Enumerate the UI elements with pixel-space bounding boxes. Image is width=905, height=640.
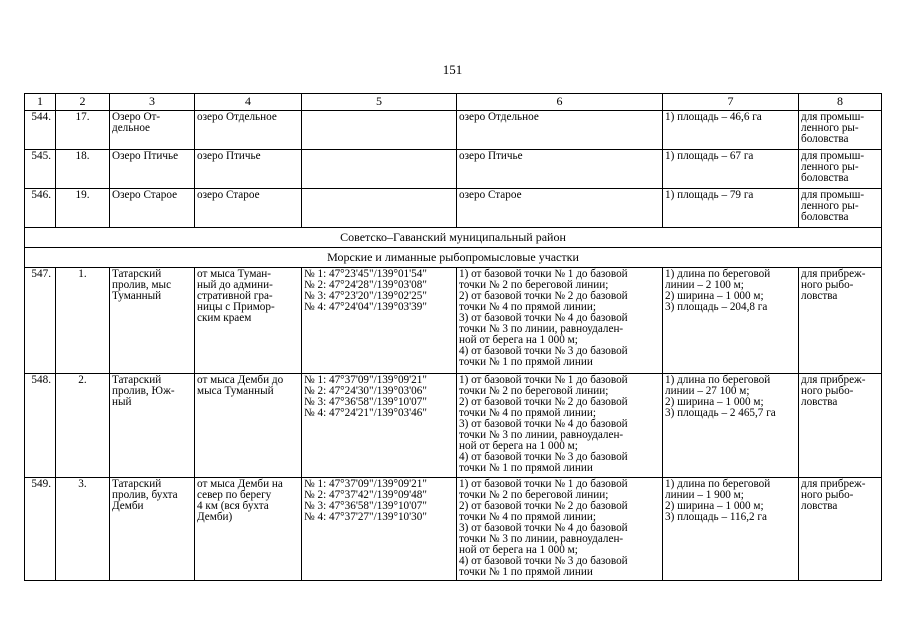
area-name: Озеро Птичье: [110, 150, 195, 189]
row-ordinal: 3.: [56, 478, 110, 581]
area-parameters: 1) площадь – 79 га: [663, 189, 799, 228]
table-row: [25, 374, 882, 478]
row-number: 544.: [25, 111, 56, 150]
area-border: озеро Птичье: [195, 150, 302, 189]
row-number: 545.: [25, 150, 56, 189]
row-ordinal: 19.: [56, 189, 110, 228]
column-header: 3: [110, 94, 195, 111]
area-name: Озеро От- дельное: [110, 111, 195, 150]
column-numbers-row: [25, 94, 882, 111]
column-header: 4: [195, 94, 302, 111]
subsection-title: Морские и лиманные рыбопромысловые участки: [25, 248, 882, 268]
row-number: 547.: [25, 268, 56, 374]
area-purpose: для прибреж- ного рыбо- ловства: [799, 478, 882, 581]
column-header: 7: [663, 94, 799, 111]
area-name: Татарский пролив, Юж- ный: [110, 374, 195, 478]
area-border: от мыса Демби на север по берегу 4 км (вся бухта Демби): [195, 478, 302, 581]
area-parameters: 1) длина по береговой линии – 2 100 м; 2) ширина – 1 000 м; 3) площадь – 204,8 га: [663, 268, 799, 374]
area-purpose: для прибреж- ного рыбо- ловства: [799, 374, 882, 478]
column-header: 1: [25, 94, 56, 111]
area-parameters: 1) площадь – 67 га: [663, 150, 799, 189]
area-coordinates: № 1: 47°37'09"/139°09'21" № 2: 47°24'30"/139°03'06" № 3: 47°36'58"/139°10'07" № 4: 47°24'21"/139°03'46": [302, 374, 457, 478]
area-border: от мыса Туман- ный до админи- стративной гра- ницы с Примор- ским краем: [195, 268, 302, 374]
area-name: Татарский пролив, мыс Туманный: [110, 268, 195, 374]
row-number: 549.: [25, 478, 56, 581]
district-row: [25, 228, 882, 248]
area-description: 1) от базовой точки № 1 до базовой точки № 2 по береговой линии; 2) от базовой точки № 2 до базовой точки № 4 по прямой линии; 3) от базовой точки № 4 до базовой точки № 3 по линии, равноудален- ной от берега на 1 000 м; 4) от базовой точки № 3 до базовой точки № 1 по прямой линии: [457, 374, 663, 478]
table-row: [25, 150, 882, 189]
row-ordinal: 1.: [56, 268, 110, 374]
table-row: [25, 268, 882, 374]
row-ordinal: 17.: [56, 111, 110, 150]
area-parameters: 1) площадь – 46,6 га: [663, 111, 799, 150]
area-coordinates: [302, 189, 457, 228]
area-coordinates: № 1: 47°23'45"/139°01'54" № 2: 47°24'28"/139°03'08" № 3: 47°23'20"/139°02'25" № 4: 47°24'04"/139°03'39": [302, 268, 457, 374]
area-border: озеро Старое: [195, 189, 302, 228]
area-parameters: 1) длина по береговой линии – 1 900 м; 2) ширина – 1 000 м; 3) площадь – 116,2 га: [663, 478, 799, 581]
area-purpose: для промыш- ленного ры- боловства: [799, 111, 882, 150]
table-row: [25, 189, 882, 228]
area-description: 1) от базовой точки № 1 до базовой точки № 2 по береговой линии; 2) от базовой точки № 2 до базовой точки № 4 по прямой линии; 3) от базовой точки № 4 до базовой точки № 3 по линии, равноудален- ной от берега на 1 000 м; 4) от базовой точки № 3 до базовой точки № 1 по прямой линии: [457, 478, 663, 581]
area-name: Озеро Старое: [110, 189, 195, 228]
area-coordinates: № 1: 47°37'09"/139°09'21" № 2: 47°37'42"/139°09'48" № 3: 47°36'58"/139°10'07" № 4: 47°37'27"/139°10'30": [302, 478, 457, 581]
area-purpose: для прибреж- ного рыбо- ловства: [799, 268, 882, 374]
row-number: 546.: [25, 189, 56, 228]
area-purpose: для промыш- ленного ры- боловства: [799, 150, 882, 189]
page-number: 151: [442, 62, 463, 77]
area-border: озеро Отдельное: [195, 111, 302, 150]
area-name: Татарский пролив, бухта Демби: [110, 478, 195, 581]
column-header: 2: [56, 94, 110, 111]
area-description: озеро Птичье: [457, 150, 663, 189]
area-purpose: для промыш- ленного ры- боловства: [799, 189, 882, 228]
row-ordinal: 18.: [56, 150, 110, 189]
row-number: 548.: [25, 374, 56, 478]
subsection-row: [25, 248, 882, 268]
district-title: Советско–Гаванский муниципальный район: [25, 228, 882, 248]
table-row: [25, 478, 882, 581]
column-header: 6: [457, 94, 663, 111]
area-description: 1) от базовой точки № 1 до базовой точки № 2 по береговой линии; 2) от базовой точки № 2 до базовой точки № 4 по прямой линии; 3) от базовой точки № 4 до базовой точки № 3 по линии, равноудален- ной от берега на 1 000 м; 4) от базовой точки № 3 до базовой точки № 1 по прямой линии: [457, 268, 663, 374]
area-description: озеро Отдельное: [457, 111, 663, 150]
fishing-areas-table: [24, 93, 882, 581]
area-border: от мыса Демби до мыса Туманный: [195, 374, 302, 478]
table-row: [25, 111, 882, 150]
area-description: озеро Старое: [457, 189, 663, 228]
area-coordinates: [302, 150, 457, 189]
area-coordinates: [302, 111, 457, 150]
column-header: 5: [302, 94, 457, 111]
row-ordinal: 2.: [56, 374, 110, 478]
area-parameters: 1) длина по береговой линии – 27 100 м; 2) ширина – 1 000 м; 3) площадь – 2 465,7 га: [663, 374, 799, 478]
column-header: 8: [799, 94, 882, 111]
